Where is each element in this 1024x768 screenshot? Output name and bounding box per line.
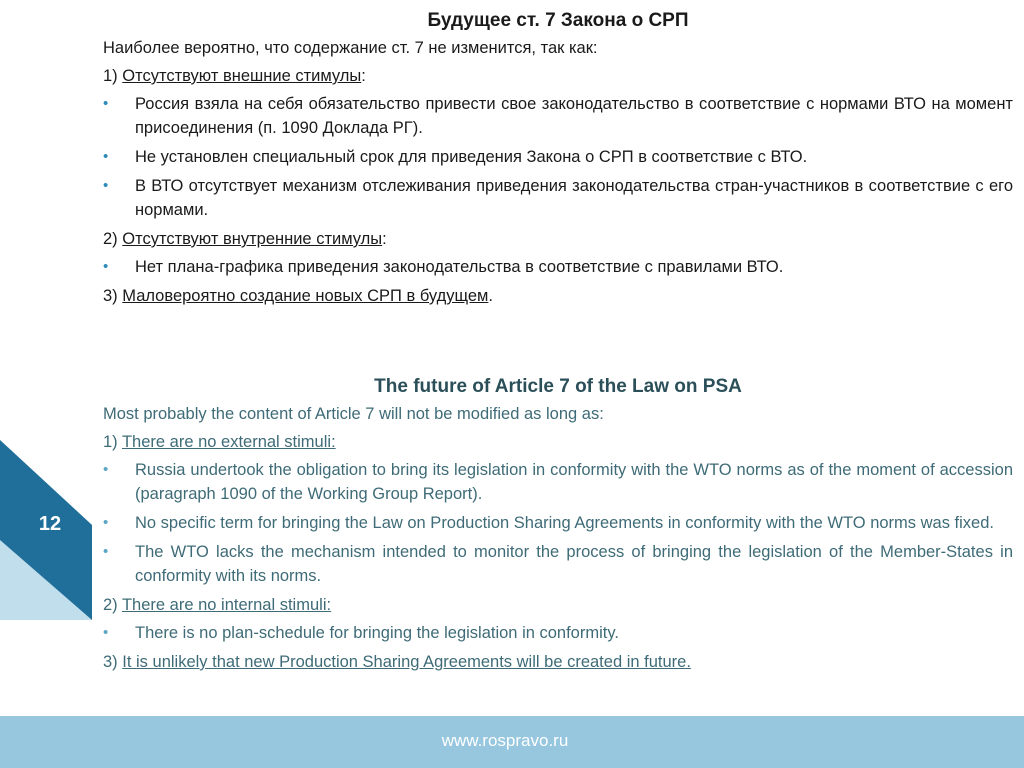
list-item: • Россия взяла на себя обязательство привести свое законодательство в соответствие с нормами ВТО на момент присоединения (п. 1090 Доклада РГ). [103, 92, 1013, 140]
english-point-1-heading: There are no external stimuli: [121, 433, 336, 451]
list-item: • There is no plan-schedule for bringing the legislation in conformity. [103, 621, 1013, 645]
english-bullets-2 [103, 621, 1013, 645]
russian-intro: Наиболее вероятно, что содержание ст. 7 не изменится, так как: [103, 39, 598, 57]
russian-title: Будущее ст. 7 Закона о СРП [427, 10, 689, 31]
list-item: • Нет плана-графика приведения законодательства в соответствие с правилами ВТО. [103, 255, 1013, 279]
russian-point-3-heading: Маловероятно создание новых СРП в будущем [122, 287, 489, 305]
english-section [103, 374, 1013, 674]
english-point-1: 1) There are no external stimuli: [103, 433, 336, 451]
list-item: • Не установлен специальный срок для приведения Закона о СРП в соответствие с ВТО. [103, 145, 1013, 169]
russian-point-2: 2) Отсутствуют внутренние стимулы: [103, 230, 387, 248]
english-point-3-heading: It is unlikely that new Production Sharing Agreements will be created in future. [122, 653, 691, 671]
russian-section [103, 8, 1013, 308]
english-point-3: 3) It is unlikely that new Production Sharing Agreements will be created in future. [103, 653, 691, 671]
footer-url[interactable]: www.rospravo.ru [441, 731, 569, 750]
list-item: • Russia undertook the obligation to bring its legislation in conformity with the WTO norms as of the moment of accession (paragraph 1090 of the Working Group Report). [103, 458, 1013, 506]
list-item: • The WTO lacks the mechanism intended to monitor the process of bringing the legislation of the Member-States in conformity with its norms. [103, 540, 1013, 588]
english-point-2: 2) There are no internal stimuli: [103, 596, 332, 614]
english-intro: Most probably the content of Article 7 will not be modified as long as: [103, 405, 604, 423]
english-point-2-heading: There are no internal stimuli: [121, 596, 332, 614]
page-number: 12 [38, 513, 62, 535]
list-item: • No specific term for bringing the Law on Production Sharing Agreements in conformity with the WTO norms was fixed. [103, 511, 1013, 535]
russian-point-2-heading: Отсутствуют внутренние стимулы [122, 230, 383, 248]
russian-bullets-2 [103, 255, 1013, 279]
english-bullets-1 [103, 458, 1013, 588]
russian-point-1-heading: Отсутствуют внешние стимулы [122, 67, 362, 85]
russian-bullets-1 [103, 92, 1013, 222]
slide-content [103, 8, 1013, 678]
russian-point-1: 1) Отсутствуют внешние стимулы: [103, 67, 366, 85]
english-title: The future of Article 7 of the Law on PSA [374, 376, 742, 397]
russian-point-3: 3) Маловероятно создание новых СРП в будущем. [103, 287, 493, 305]
list-item: • В ВТО отсутствует механизм отслеживания приведения законодательства стран-участников в соответствие с его нормами. [103, 174, 1013, 222]
